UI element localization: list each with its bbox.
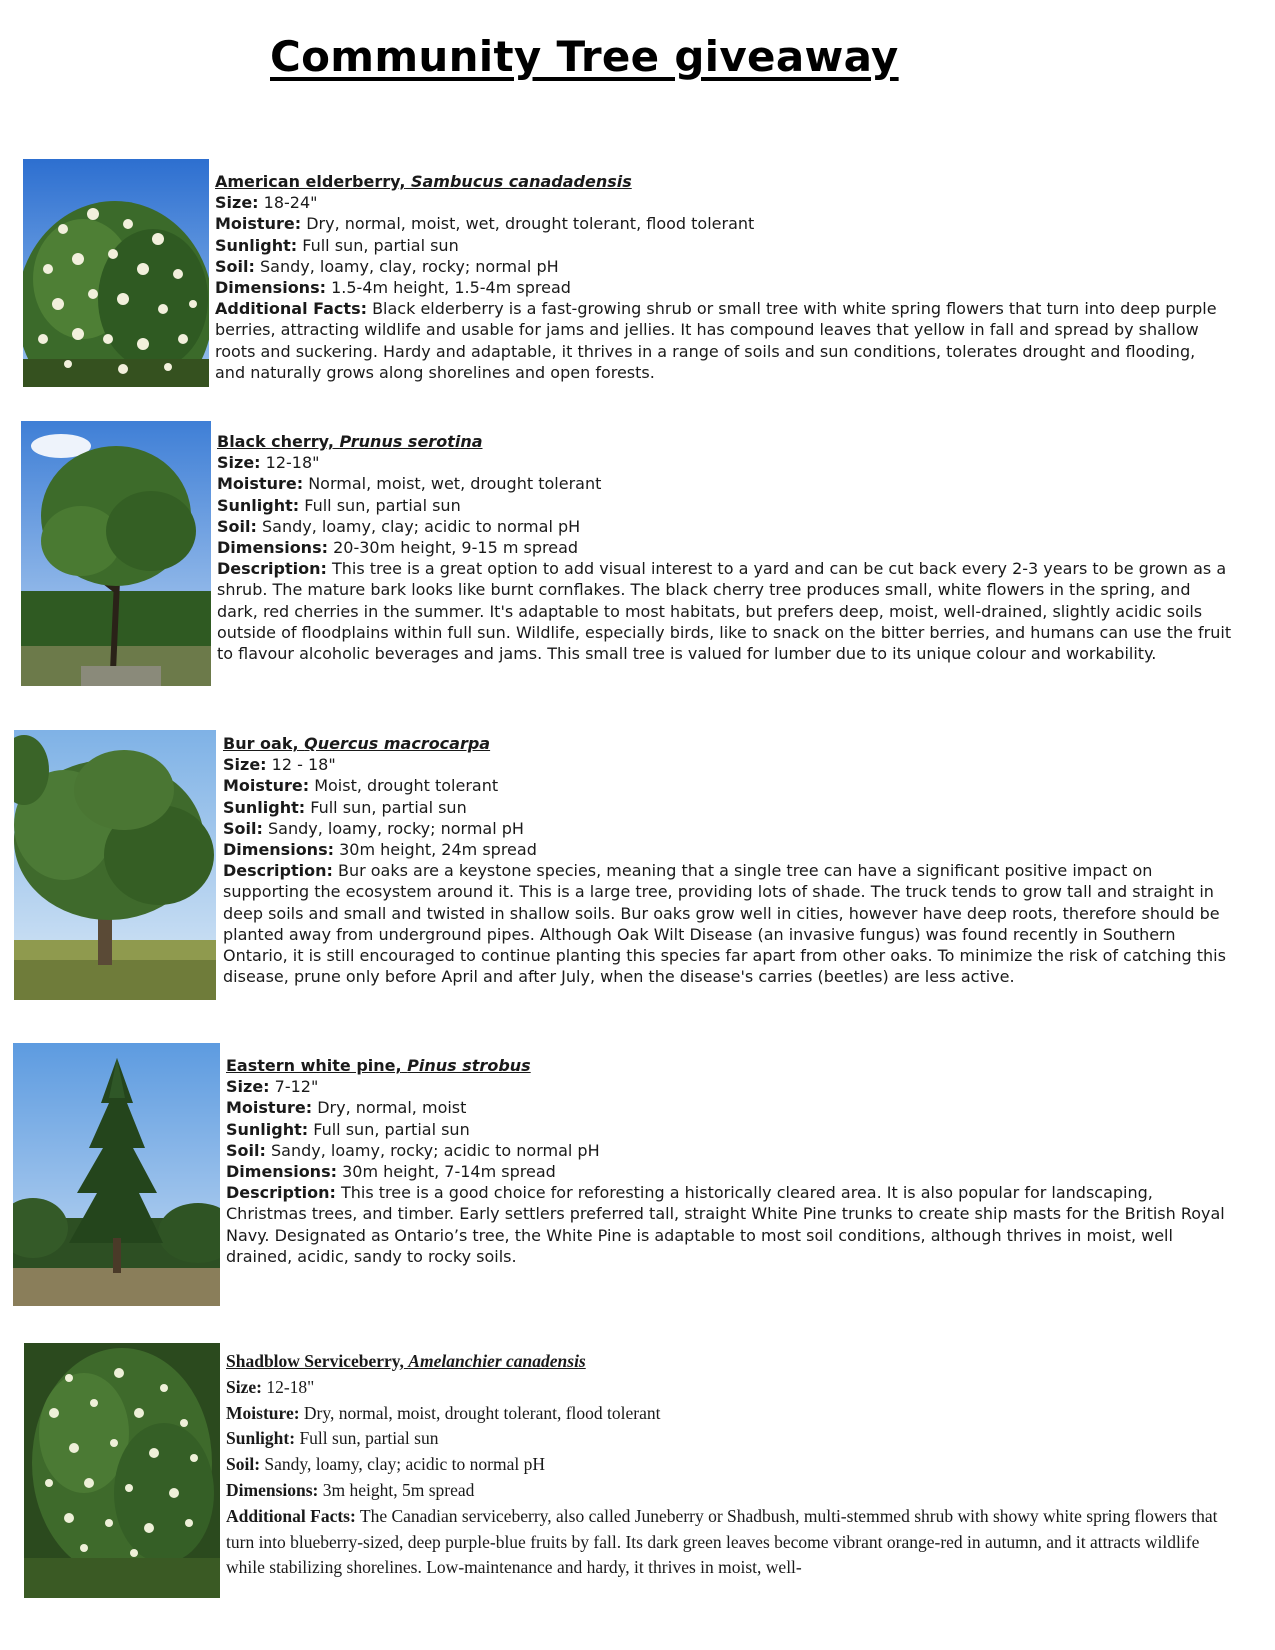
field-sunlight: Sunlight: Full sun, partial sun (226, 1428, 439, 1449)
field-size: Size: 18-24" (215, 193, 318, 213)
elderberry-shrub-photo (23, 159, 209, 387)
field-dimensions: Dimensions: 30m height, 24m spread (223, 840, 537, 860)
field-dimensions: Dimensions: 20-30m height, 9-15 m spread (217, 538, 579, 558)
field-additional-facts: Additional Facts: Black elderberry is a fast-growing shrub or small tree with white spring flowers that turn into deep purple berries, attracting wildlife and usable for jams and jellies. It has compound leaves that yellow in fall and spread by shallow roots and suckering. Hardy and adaptable, it thrives in a range of soils and sun conditions, tolerates drought and flooding, and naturally grows along shorelines and open forests. (215, 299, 1217, 382)
field-dimensions: Dimensions: 1.5-4m height, 1.5-4m spread (215, 278, 571, 298)
field-sunlight: Sunlight: Full sun, partial sun (215, 235, 459, 255)
field-additional-facts: Additional Facts: The Canadian serviceberry, also called Juneberry or Shadbush, multi-stemmed shrub with showy white spring flowers that turn into blueberry-sized, deep purple-blue fruits by fall. Its dark green leaves become vibrant orange-red in autumn, and it attracts wildlife while stabilizing shorelines. Low-maintenance and hardy, it thrives in moist, well- (226, 1505, 1218, 1578)
field-moisture: Moisture: Normal, moist, wet, drought tolerant (217, 474, 602, 494)
tree-name: Eastern white pine, Pinus strobus (226, 1056, 531, 1075)
field-description: Description: This tree is a good choice for reforesting a historically cleared area. It is also popular for landscaping, Christmas trees, and timber. Early settlers preferred tall, straight White Pine trunks to create ship masts for the British Royal Navy. Designated as Ontario’s tree, the White Pine is adaptable to most soil conditions, although thrives in moist, well drained, acidic, sandy to rocky soils. (226, 1183, 1225, 1266)
field-dimensions: Dimensions: 30m height, 7-14m spread (226, 1162, 556, 1182)
field-sunlight: Sunlight: Full sun, partial sun (223, 797, 467, 817)
field-soil: Soil: Sandy, loamy, clay; acidic to normal pH (217, 516, 581, 536)
black-cherry-tree-photo (21, 421, 211, 686)
field-sunlight: Sunlight: Full sun, partial sun (217, 495, 461, 515)
page-title: Community Tree giveaway (270, 32, 899, 81)
field-size: Size: 12 - 18" (223, 755, 336, 775)
field-size: Size: 7-12" (226, 1077, 319, 1097)
field-soil: Soil: Sandy, loamy, clay, rocky; normal pH (215, 256, 559, 276)
white-pine-tree-photo (13, 1043, 220, 1306)
field-moisture: Moisture: Dry, normal, moist, drought tolerant, flood tolerant (226, 1402, 661, 1423)
field-moisture: Moisture: Moist, drought tolerant (223, 776, 499, 796)
field-moisture: Moisture: Dry, normal, moist (226, 1098, 467, 1118)
tree-details (223, 733, 1233, 987)
field-soil: Soil: Sandy, loamy, clay; acidic to normal pH (226, 1454, 545, 1475)
field-size: Size: 12-18" (226, 1376, 315, 1397)
tree-details (226, 1349, 1236, 1581)
tree-details (217, 431, 1232, 664)
bur-oak-tree-photo (14, 730, 216, 1000)
tree-name: Shadblow Serviceberry, Amelanchier canadensis (226, 1351, 586, 1371)
field-description: Description: Bur oaks are a keystone species, meaning that a single tree can have a significant positive impact on supporting the ecosystem around it. This is a large tree, providing lots of shade. The truck tends to grow tall and straight in deep soils and small and twisted in shallow soils. Bur oaks grow well in cities, however have deep roots, therefore should be planted away from underground pipes. Although Oak Wilt Disease (an invasive fungus) was found recently in Southern Ontario, it is still encouraged to continue planting this species far apart from other oaks. To minimize the risk of catching this disease, prune only before April and after July, when the disease's carries (beetles) are less active. (223, 861, 1226, 987)
tree-details (226, 1055, 1236, 1267)
field-soil: Soil: Sandy, loamy, rocky; acidic to normal pH (226, 1140, 600, 1160)
tree-name: Black cherry, Prunus serotina (217, 432, 483, 451)
tree-name: Bur oak, Quercus macrocarpa (223, 734, 491, 753)
field-size: Size: 12-18" (217, 453, 320, 473)
field-moisture: Moisture: Dry, normal, moist, wet, drought tolerant, flood tolerant (215, 214, 755, 234)
field-description: Description: This tree is a great option to add visual interest to a yard and can be cut back every 2-3 years to be grown as a shrub. The mature bark looks like burnt cornflakes. The black cherry tree produces small, white flowers in the spring, and dark, red cherries in the summer. It's adaptable to most habitats, but prefers deep, moist, well-drained, slightly acidic soils outside of floodplains within full sun. Wildlife, especially birds, like to snack on the bitter berries, and humans can use the fruit to flavour alcoholic beverages and jams. This small tree is valued for lumber due to its unique colour and workability. (217, 559, 1232, 664)
tree-details (215, 171, 1225, 383)
tree-name: American elderberry, Sambucus canadadensis (215, 172, 632, 191)
field-dimensions: Dimensions: 3m height, 5m spread (226, 1479, 475, 1500)
field-sunlight: Sunlight: Full sun, partial sun (226, 1119, 470, 1139)
serviceberry-shrub-photo (24, 1343, 220, 1598)
field-soil: Soil: Sandy, loamy, rocky; normal pH (223, 818, 524, 838)
